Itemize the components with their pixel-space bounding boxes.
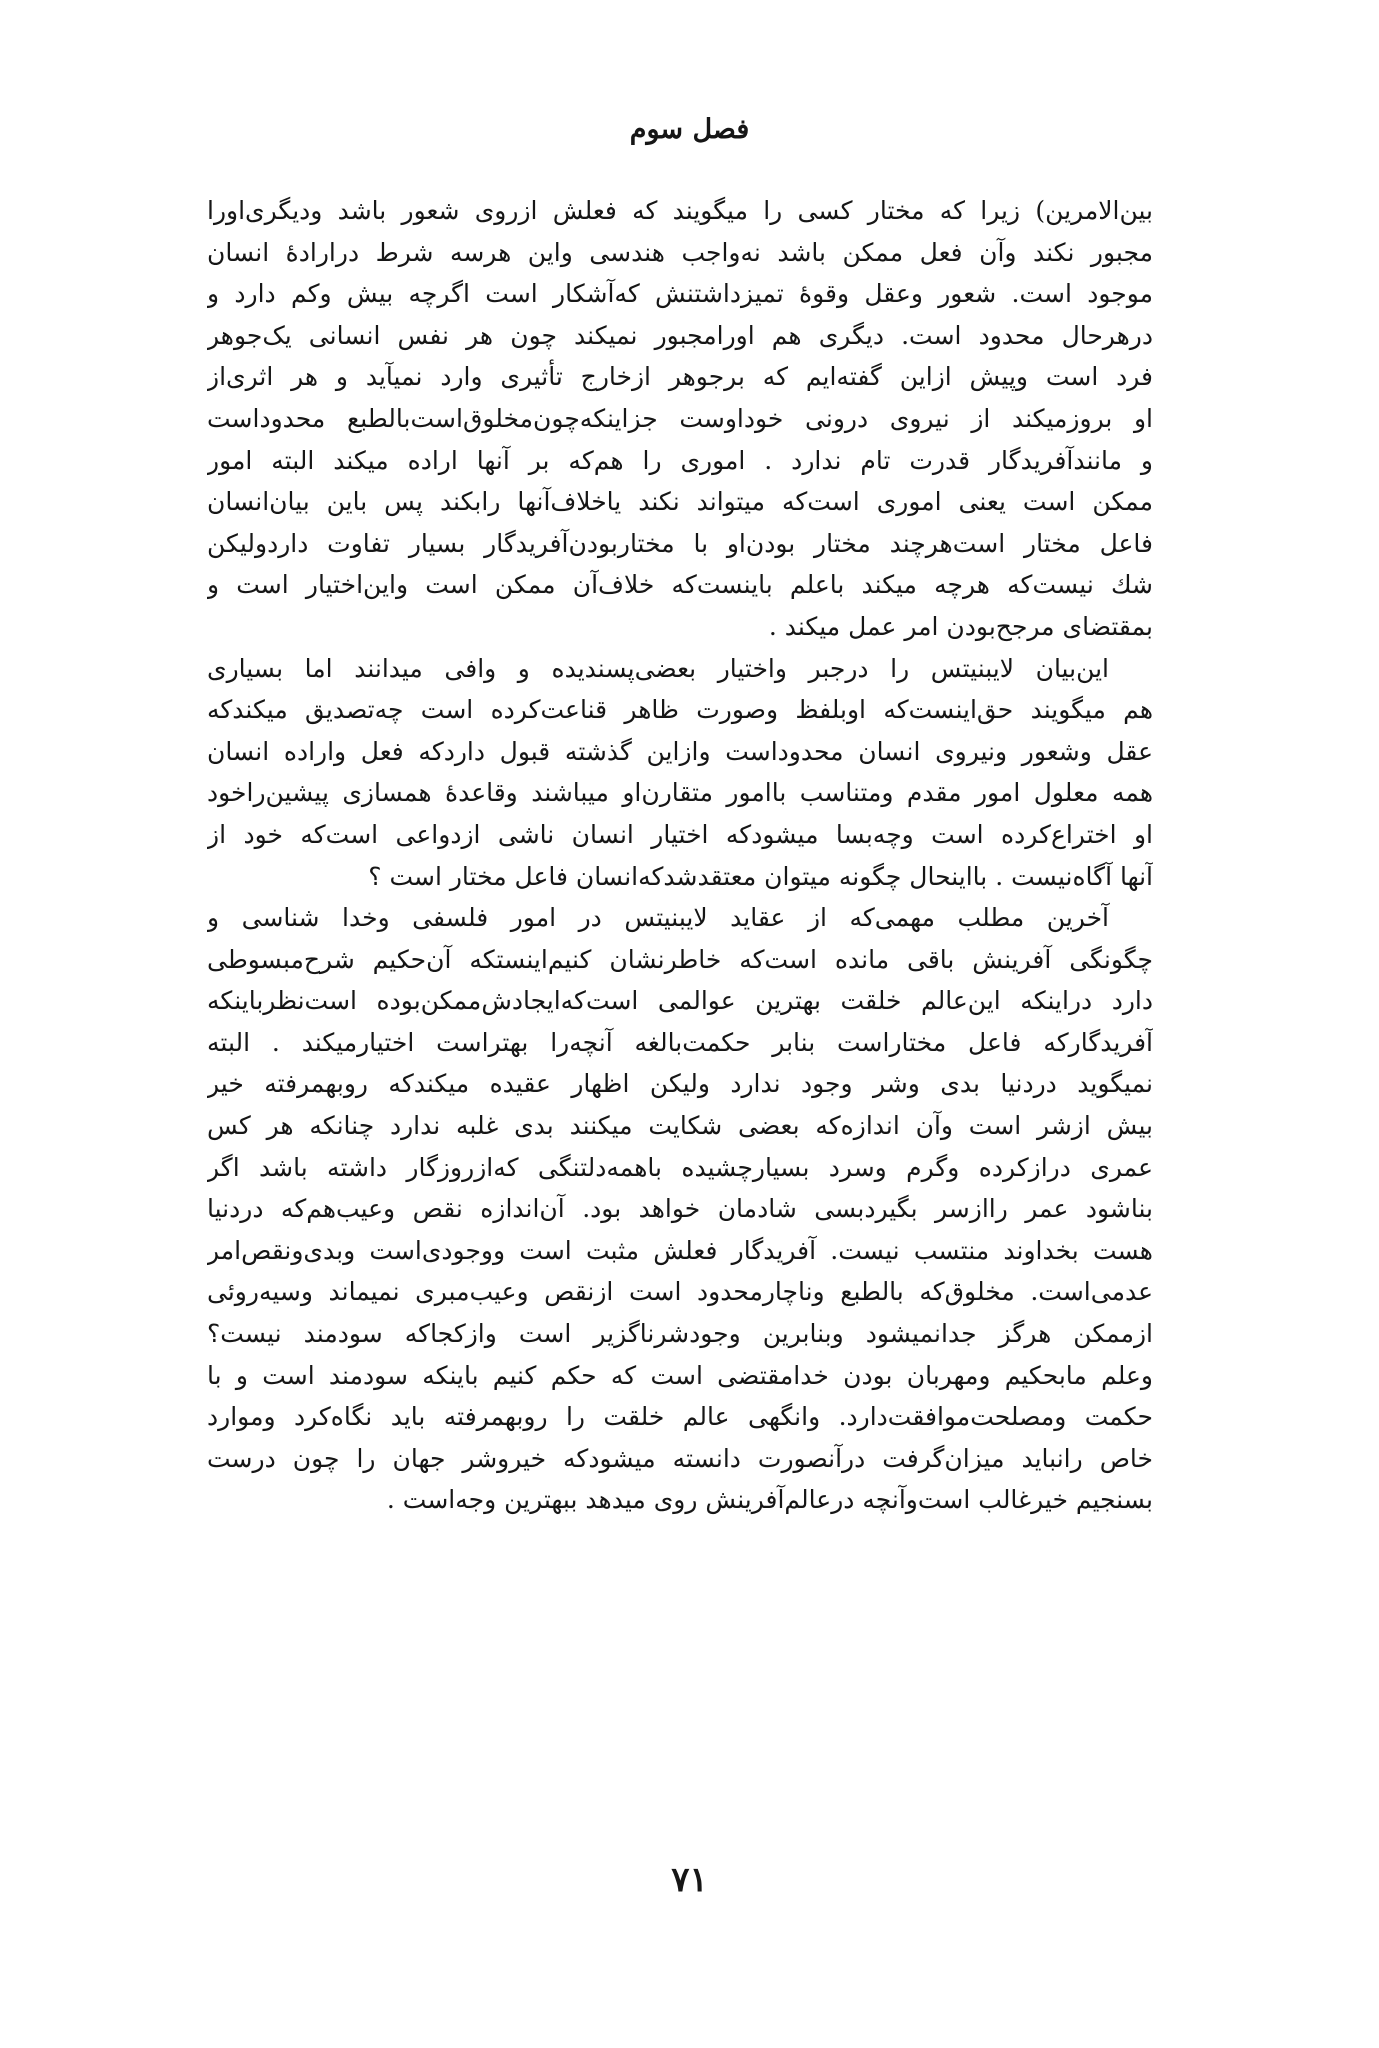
paragraph-1 [207, 190, 1153, 648]
text-line: ممکن است یعنی اموری است‌که میتواند نکند یاخلاف‌آنها رابکند پس باین بیان‌انسان [207, 487, 1153, 517]
text-line: عمری درازکرده وگرم وسرد بسیارچشیده باهمه‌دلتنگی که‌ازروزگار داشته باشد اگر [207, 1152, 1153, 1182]
text-line: بناشود عمر رااز‌سر بگیرد‌بسی شادمان خواهد بود. آن‌اندازه نقص وعیب‌هم‌که دردنیا [207, 1194, 1153, 1224]
text-line: شك نیست‌که هرچه میکند باعلم باینست‌که خلاف‌آن ممکن است واین‌اختیار است و [207, 570, 1153, 600]
text-line: این‌بیان لایبنیتس را درجبر واختیار بعضی‌پسندیده و وافی میدانند اما بسیاری [207, 653, 1109, 683]
text-line: عدمی‌است. مخلوق‌که بالطبع وناچارمحدود است ازنقص وعیب‌مبری نمیماند وسیه‌روئی [207, 1277, 1153, 1307]
text-line: ازممکن هرگز جدانمیشود وبنابرین وجودشرناگزیر است وازکجا‌که سودمند نیست؟ [207, 1319, 1153, 1349]
page-number: ۷۱ [671, 1860, 708, 1900]
text-line: بیش ازشر است وآن اندازه‌که بعضی شکایت میکنند بدی غلبه ندارد چنانکه هر کس [207, 1111, 1153, 1141]
text-line: چگونگی آفرینش باقی مانده است‌که خاطرنشان کنیم‌اینستکه آن‌حکیم شرح‌مبسوطی [207, 944, 1153, 974]
text-line: آفریدگار‌که فاعل مختاراست بنابر حکمت‌بالغه آنچه‌را بهتراست اختیارمیکند . البته [207, 1027, 1153, 1057]
text-line: وعلم مابحکیم ومهربان بودن خدامقتضی است که حکم کنیم باینکه سودمند است و با [207, 1360, 1153, 1390]
text-line: همه معلول امور مقدم ومتناسب باامور متقارن‌او میباشند وقاعدهٔ همسازی پیشین‌راخود [207, 778, 1153, 808]
text-line: بسنجیم خیرغالب است‌وآنچه درعالم‌آفرینش روی میدهد ببهترین وجه‌است . [386, 1485, 1153, 1515]
text-line: عقل وشعور ونیروی انسان محدوداست وازاین گذشته قبول دارد‌که فعل واراده انسان [207, 736, 1153, 766]
text-line: نمیگوید دردنیا بدی وشر وجود ندارد ولیکن اظهار عقیده میکند‌که روبهمرفته خیر [207, 1069, 1153, 1099]
text-line: حکمت ومصلحت‌موافقت‌دارد. وانگهی عالم خلقت را روبهمرفته باید نگاه‌کرد وموارد [207, 1402, 1153, 1432]
text-line: آنها آگاه‌نیست . بااینحال چگونه میتوان معتقدشد‌که‌انسان فاعل مختار است ؟ [368, 861, 1153, 891]
text-line: موجود است. شعور وعقل وقوهٔ تمیزداشتنش که‌آشکار است اگرچه بیش وکم دارد و [207, 279, 1153, 309]
text-line: فاعل مختار است‌هرچند مختار بودن‌او با مختاربودن‌آفریدگار بسیار تفاوت داردولیکن [207, 528, 1153, 558]
text-line: خاص رانباید میزان‌گرفت درآنصورت دانسته میشود‌که خیروشر جهان را چون درست [207, 1443, 1153, 1473]
paragraph-2 [207, 648, 1153, 898]
paragraph-3 [207, 897, 1153, 1521]
text-line: او اختراع‌کرده است وچه‌بسا میشود‌که اختیار انسان ناشی ازدواعی است‌که خود از [207, 819, 1153, 849]
text-line: هست بخداوند منتسب نیست. آفریدگار فعلش مثبت است ووجودی‌است وبدی‌ونقص‌امر [207, 1235, 1153, 1265]
text-line: و مانندآفریدگار قدرت تام ندارد . اموری را هم‌که بر آنها اراده میکند البته امور [207, 445, 1153, 475]
text-line: او بروزمیکند از نیروی درونی خوداوست جزاینکه‌چون‌مخلوق‌است‌بالطبع محدوداست [207, 403, 1153, 433]
text-line: درهرحال محدود است. دیگری هم اورامجبور نمیکند چون هر نفس انسانی یک‌جوهر [207, 320, 1153, 350]
text-line: دارد دراینکه این‌عالم خلقت بهترین عوالمی است‌که‌ایجادش‌ممکن‌بوده است‌نظر‌باینکه [207, 986, 1153, 1016]
text-line: بین‌الامرین) زیرا که مختار کسی را میگویند که فعلش ازروی شعور باشد ودیگری‌اورا [207, 196, 1153, 225]
body-text [207, 190, 1153, 1521]
text-line: بمقتضای مرجح‌بودن امر عمل میکند . [768, 611, 1153, 641]
text-line: مجبور نکند وآن فعل ممکن باشد نه‌واجب هندسی واین هرسه شرط دراراده‌ٔ انسان [207, 237, 1153, 267]
text-line: فرد است وپیش ازاین گفته‌ایم که برجوهر ازخارج تأثیری وارد نمیآید و هر اثری‌از [207, 362, 1153, 392]
text-line: هم میگویند حق‌اینست‌که او‌بلفظ وصورت ظاهر قناعت‌کرده است چه‌تصدیق میکند‌که [207, 695, 1153, 725]
text-line: آخرین مطلب مهمی‌که از عقاید لایبنیتس در امور فلسفی وخدا شناسی و [207, 903, 1109, 933]
chapter-heading: فصل سوم [629, 114, 750, 145]
